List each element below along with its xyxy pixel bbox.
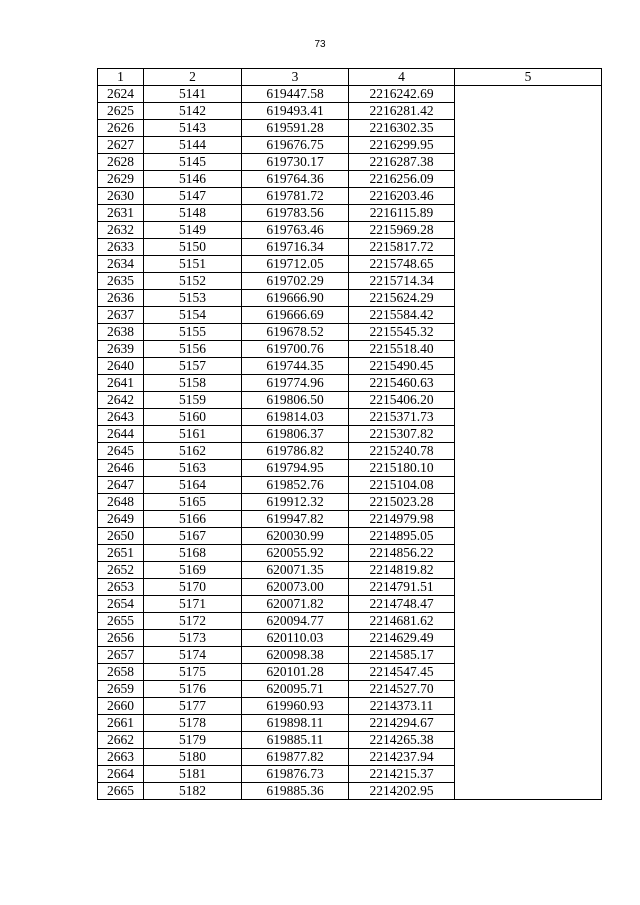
table-cell: 2214895.05 — [349, 528, 455, 545]
table-cell: 5153 — [144, 290, 242, 307]
table-cell: 5173 — [144, 630, 242, 647]
table-cell: 5162 — [144, 443, 242, 460]
table-cell: 2215518.40 — [349, 341, 455, 358]
table-cell: 620071.82 — [242, 596, 349, 613]
table-cell: 5170 — [144, 579, 242, 596]
table-cell: 5176 — [144, 681, 242, 698]
table-cell: 619794.95 — [242, 460, 349, 477]
table-cell: 2647 — [98, 477, 144, 494]
table-cell: 5147 — [144, 188, 242, 205]
table-cell: 5180 — [144, 749, 242, 766]
table-cell: 619877.82 — [242, 749, 349, 766]
table-cell: 5178 — [144, 715, 242, 732]
table-cell: 2655 — [98, 613, 144, 630]
table-cell: 619806.37 — [242, 426, 349, 443]
table-cell: 619702.29 — [242, 273, 349, 290]
table-cell: 2214819.82 — [349, 562, 455, 579]
table-cell: 620095.71 — [242, 681, 349, 698]
table-cell: 2642 — [98, 392, 144, 409]
table-cell: 2627 — [98, 137, 144, 154]
table-cell: 2215545.32 — [349, 324, 455, 341]
table-cell: 5143 — [144, 120, 242, 137]
table-cell: 5165 — [144, 494, 242, 511]
table-cell: 620071.35 — [242, 562, 349, 579]
table-cell: 619912.32 — [242, 494, 349, 511]
table-cell: 2214373.11 — [349, 698, 455, 715]
table-cell: 620110.03 — [242, 630, 349, 647]
table-cell: 2625 — [98, 103, 144, 120]
table-cell: 2660 — [98, 698, 144, 715]
table-cell: 619783.56 — [242, 205, 349, 222]
table-cell: 5152 — [144, 273, 242, 290]
table-cell: 5171 — [144, 596, 242, 613]
table-cell: 2633 — [98, 239, 144, 256]
column-header: 3 — [242, 69, 349, 86]
table-cell: 2653 — [98, 579, 144, 596]
column-header: 1 — [98, 69, 144, 86]
table-cell: 2214748.47 — [349, 596, 455, 613]
table-cell: 2214791.51 — [349, 579, 455, 596]
table-cell: 5144 — [144, 137, 242, 154]
table-cell: 2644 — [98, 426, 144, 443]
table-cell: 2636 — [98, 290, 144, 307]
table-cell: 2215460.63 — [349, 375, 455, 392]
table-cell: 2646 — [98, 460, 144, 477]
table-cell: 5149 — [144, 222, 242, 239]
table-cell: 5163 — [144, 460, 242, 477]
table-cell-empty-column-5 — [455, 86, 602, 800]
table-cell: 5154 — [144, 307, 242, 324]
table-cell: 5174 — [144, 647, 242, 664]
column-header: 2 — [144, 69, 242, 86]
table-cell: 619744.35 — [242, 358, 349, 375]
table-cell: 2216256.09 — [349, 171, 455, 188]
table-cell: 2631 — [98, 205, 144, 222]
table-cell: 5142 — [144, 103, 242, 120]
table-cell: 620055.92 — [242, 545, 349, 562]
table-cell: 2645 — [98, 443, 144, 460]
table-cell: 2651 — [98, 545, 144, 562]
table-cell: 2215104.08 — [349, 477, 455, 494]
table-cell: 5172 — [144, 613, 242, 630]
table-cell: 619712.05 — [242, 256, 349, 273]
table-cell: 619898.11 — [242, 715, 349, 732]
table-cell: 2663 — [98, 749, 144, 766]
table-cell: 2216302.35 — [349, 120, 455, 137]
table-cell: 2215023.28 — [349, 494, 455, 511]
table-cell: 619666.90 — [242, 290, 349, 307]
table-cell: 620098.38 — [242, 647, 349, 664]
table-cell: 2216287.38 — [349, 154, 455, 171]
table-cell: 2628 — [98, 154, 144, 171]
table-cell: 619876.73 — [242, 766, 349, 783]
table-cell: 2652 — [98, 562, 144, 579]
table-cell: 2626 — [98, 120, 144, 137]
table-cell: 5182 — [144, 783, 242, 800]
table-cell: 619806.50 — [242, 392, 349, 409]
table-cell: 2649 — [98, 511, 144, 528]
table-cell: 619947.82 — [242, 511, 349, 528]
table-cell: 2216115.89 — [349, 205, 455, 222]
table-cell: 2634 — [98, 256, 144, 273]
table-header-row — [98, 69, 602, 86]
table-cell: 619852.76 — [242, 477, 349, 494]
table-cell: 2656 — [98, 630, 144, 647]
table-cell: 619774.96 — [242, 375, 349, 392]
table-cell: 2214856.22 — [349, 545, 455, 562]
table-cell: 2214202.95 — [349, 783, 455, 800]
table-cell: 2639 — [98, 341, 144, 358]
table-cell: 2661 — [98, 715, 144, 732]
table-cell: 2214979.98 — [349, 511, 455, 528]
table-cell: 2635 — [98, 273, 144, 290]
table-cell: 619885.36 — [242, 783, 349, 800]
table-cell: 619960.93 — [242, 698, 349, 715]
table-cell: 619666.69 — [242, 307, 349, 324]
table-cell: 5166 — [144, 511, 242, 528]
table-cell: 5156 — [144, 341, 242, 358]
table-cell: 619493.41 — [242, 103, 349, 120]
table-cell: 2215748.65 — [349, 256, 455, 273]
table-cell: 5177 — [144, 698, 242, 715]
table-cell: 2214681.62 — [349, 613, 455, 630]
table-cell: 2643 — [98, 409, 144, 426]
table-cell: 2662 — [98, 732, 144, 749]
table-cell: 2214629.49 — [349, 630, 455, 647]
table-cell: 2215584.42 — [349, 307, 455, 324]
table-cell: 2215490.45 — [349, 358, 455, 375]
table-cell: 2648 — [98, 494, 144, 511]
table-cell: 5159 — [144, 392, 242, 409]
table-cell: 5148 — [144, 205, 242, 222]
table-cell: 2657 — [98, 647, 144, 664]
table-cell: 619814.03 — [242, 409, 349, 426]
table-cell: 5155 — [144, 324, 242, 341]
table-cell: 619885.11 — [242, 732, 349, 749]
table-cell: 619781.72 — [242, 188, 349, 205]
table-body — [98, 86, 602, 800]
table-cell: 619447.58 — [242, 86, 349, 103]
table-cell: 2640 — [98, 358, 144, 375]
table-cell: 619591.28 — [242, 120, 349, 137]
table-cell: 2214265.38 — [349, 732, 455, 749]
table-cell: 2215817.72 — [349, 239, 455, 256]
table-cell: 2629 — [98, 171, 144, 188]
table-cell: 2214294.67 — [349, 715, 455, 732]
table-cell: 2215406.20 — [349, 392, 455, 409]
table-cell: 2215714.34 — [349, 273, 455, 290]
table-cell: 5146 — [144, 171, 242, 188]
table-cell: 2215969.28 — [349, 222, 455, 239]
table-cell: 2214237.94 — [349, 749, 455, 766]
table-cell: 2216299.95 — [349, 137, 455, 154]
table-cell: 619764.36 — [242, 171, 349, 188]
table-cell: 619700.76 — [242, 341, 349, 358]
table-cell: 620094.77 — [242, 613, 349, 630]
table-cell: 2214527.70 — [349, 681, 455, 698]
table-cell: 2216203.46 — [349, 188, 455, 205]
table-cell: 5150 — [144, 239, 242, 256]
table-cell: 619716.34 — [242, 239, 349, 256]
table-cell: 2214547.45 — [349, 664, 455, 681]
table-cell: 619763.46 — [242, 222, 349, 239]
column-header: 5 — [455, 69, 602, 86]
table-cell: 2624 — [98, 86, 144, 103]
table-cell: 5141 — [144, 86, 242, 103]
table-cell: 5157 — [144, 358, 242, 375]
table-cell: 2665 — [98, 783, 144, 800]
table-cell: 2630 — [98, 188, 144, 205]
table-cell: 5175 — [144, 664, 242, 681]
table-cell: 619678.52 — [242, 324, 349, 341]
column-header: 4 — [349, 69, 455, 86]
table-cell: 620101.28 — [242, 664, 349, 681]
table-cell: 2632 — [98, 222, 144, 239]
table-row — [98, 86, 602, 103]
table-cell: 620073.00 — [242, 579, 349, 596]
table-cell: 2215371.73 — [349, 409, 455, 426]
table-cell: 5160 — [144, 409, 242, 426]
table-cell: 2216242.69 — [349, 86, 455, 103]
table-cell: 2637 — [98, 307, 144, 324]
table-cell: 2214215.37 — [349, 766, 455, 783]
table-cell: 2214585.17 — [349, 647, 455, 664]
table-cell: 2215240.78 — [349, 443, 455, 460]
table-cell: 5168 — [144, 545, 242, 562]
table-cell: 620030.99 — [242, 528, 349, 545]
table-cell: 2641 — [98, 375, 144, 392]
table-cell: 5161 — [144, 426, 242, 443]
table-cell: 619676.75 — [242, 137, 349, 154]
table-cell: 2664 — [98, 766, 144, 783]
table-cell: 5169 — [144, 562, 242, 579]
table-cell: 5164 — [144, 477, 242, 494]
page-number: 73 — [314, 39, 326, 50]
table-cell: 2215180.10 — [349, 460, 455, 477]
table-cell: 2215624.29 — [349, 290, 455, 307]
table-cell: 619786.82 — [242, 443, 349, 460]
coordinates-table — [97, 68, 602, 800]
table-cell: 2638 — [98, 324, 144, 341]
table-cell: 5167 — [144, 528, 242, 545]
table-cell: 2654 — [98, 596, 144, 613]
table-cell: 5151 — [144, 256, 242, 273]
table-cell: 2659 — [98, 681, 144, 698]
table-cell: 2215307.82 — [349, 426, 455, 443]
table-cell: 2650 — [98, 528, 144, 545]
table-cell: 2658 — [98, 664, 144, 681]
table-cell: 5181 — [144, 766, 242, 783]
table-cell: 5179 — [144, 732, 242, 749]
table-cell: 5158 — [144, 375, 242, 392]
table-cell: 619730.17 — [242, 154, 349, 171]
table-cell: 2216281.42 — [349, 103, 455, 120]
table-cell: 5145 — [144, 154, 242, 171]
